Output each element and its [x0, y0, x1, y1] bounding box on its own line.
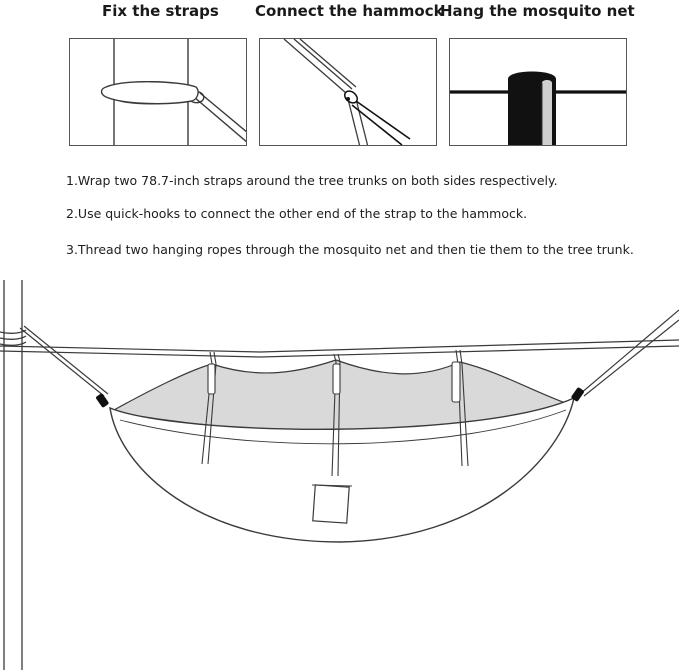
step-panel-fix-straps [69, 38, 247, 146]
instruction-step-2: 2.Use quick-hooks to connect the other end of the strap to the hammock. [66, 206, 528, 221]
net-loop-icon [450, 39, 627, 146]
tree-strap-icon [70, 39, 247, 146]
step-title-connect-hammock: Connect the hammock [255, 2, 444, 20]
step-title-hang-net: Hang the mosquito net [440, 2, 635, 20]
instruction-step-3: 3.Thread two hanging ropes through the mosquito net and then tie them to the tree trunk. [66, 242, 634, 257]
left-tree-trunk [0, 280, 26, 670]
step-panel-hang-net [449, 38, 627, 146]
ridge-line-rope [0, 340, 679, 357]
step-title-fix-straps: Fix the straps [102, 2, 219, 20]
step-panel-connect-hammock [259, 38, 437, 146]
hammock-pocket [312, 485, 352, 523]
quick-hook-icon [260, 39, 437, 146]
hammock-with-mosquito-net-illustration [0, 280, 679, 670]
instruction-step-1: 1.Wrap two 78.7-inch straps around the tree trunks on both sides respectively. [66, 173, 558, 188]
